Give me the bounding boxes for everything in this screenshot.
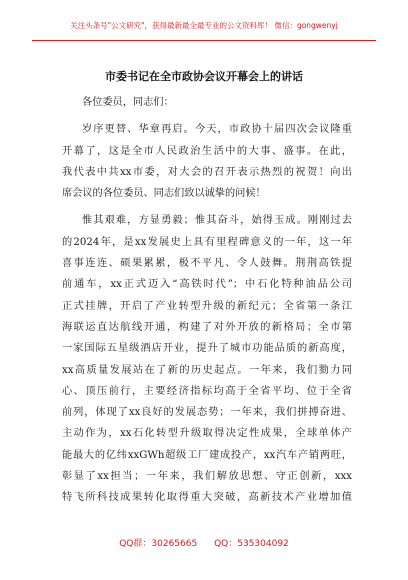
paragraph	[62, 119, 352, 204]
paragraph-line: 一家国际五星级酒店开业，提升了城市功能品质的新高度，	[62, 343, 352, 355]
paragraph-line: 正式挂牌，开启了产业转型升级的新纪元；全省第一条江	[62, 300, 352, 312]
document-body	[62, 92, 352, 515]
header-divider	[32, 40, 376, 41]
header-banner: 关注头条号"公文研究"，获得最新最全最专业的公文资料库！ 微信：gongwenyj	[70, 21, 338, 30]
paragraph-line: 岁序更替、华章再启。今天，市政协十届四次会议隆重	[82, 124, 352, 136]
paragraph-line: 的2024年，是xx发展史上具有里程碑意义的一年，这一年	[62, 236, 352, 248]
paragraph-line: 喜事连连、硕果累累，极不平凡、令人鼓舞。荆荆高铁提	[62, 258, 352, 270]
footer-contact	[0, 536, 408, 549]
paragraph-line: 开幕了，这是全市人民政治生活中的大事、盛事。在此，	[62, 145, 352, 157]
paragraph-line: 前通车，xx正式迈入“高铁时代”；中石化特种油品公司	[62, 279, 352, 291]
paragraph-line: 我代表中共xx市委，对大会的召开表示热烈的祝贺！向出	[62, 166, 352, 178]
footer-qq-number: QQ：535304092	[214, 539, 289, 549]
paragraph-line: 彰显了xx担当；一年来，我们解放思想、守正创新，xxx	[62, 471, 352, 483]
paragraph-line: 主动作为，xx石化转型升级取得决定性成果，全球单体产	[62, 428, 352, 440]
paragraph-line: 能最大的亿纬xxGWh超级工厂建成投产，xx汽车产销两旺，	[62, 449, 352, 461]
paragraph-line: 惟其艰难，方显勇毅；惟其奋斗，始得玉成。刚刚过去	[82, 215, 352, 227]
document-title: 市委书记在全市政协会议开幕会上的讲话	[105, 70, 303, 83]
paragraph-line: 心、顶压前行，主要经济指标均高于全省平均、位于全省	[62, 385, 352, 397]
paragraph	[62, 210, 352, 508]
paragraph-line: 前列，体现了xx良好的发展态势；一年来，我们拼搏奋进、	[62, 407, 352, 419]
footer-qq-group: QQ群：30265665	[119, 539, 198, 549]
paragraph-line: xx高质量发展站在了新的历史起点。一年来，我们勠力同	[62, 364, 352, 376]
paragraph-line: 特飞所科技成果转化取得重大突破，高新技术产业增加值	[62, 492, 352, 504]
paragraph-line: 席会议的各位委员、同志们致以诚挚的问候！	[62, 188, 266, 200]
salutation: 各位委员，同志们：	[82, 97, 174, 108]
paragraph-line: 海联运直达航线开通，构建了对外开放的新格局；全市第	[62, 321, 352, 333]
